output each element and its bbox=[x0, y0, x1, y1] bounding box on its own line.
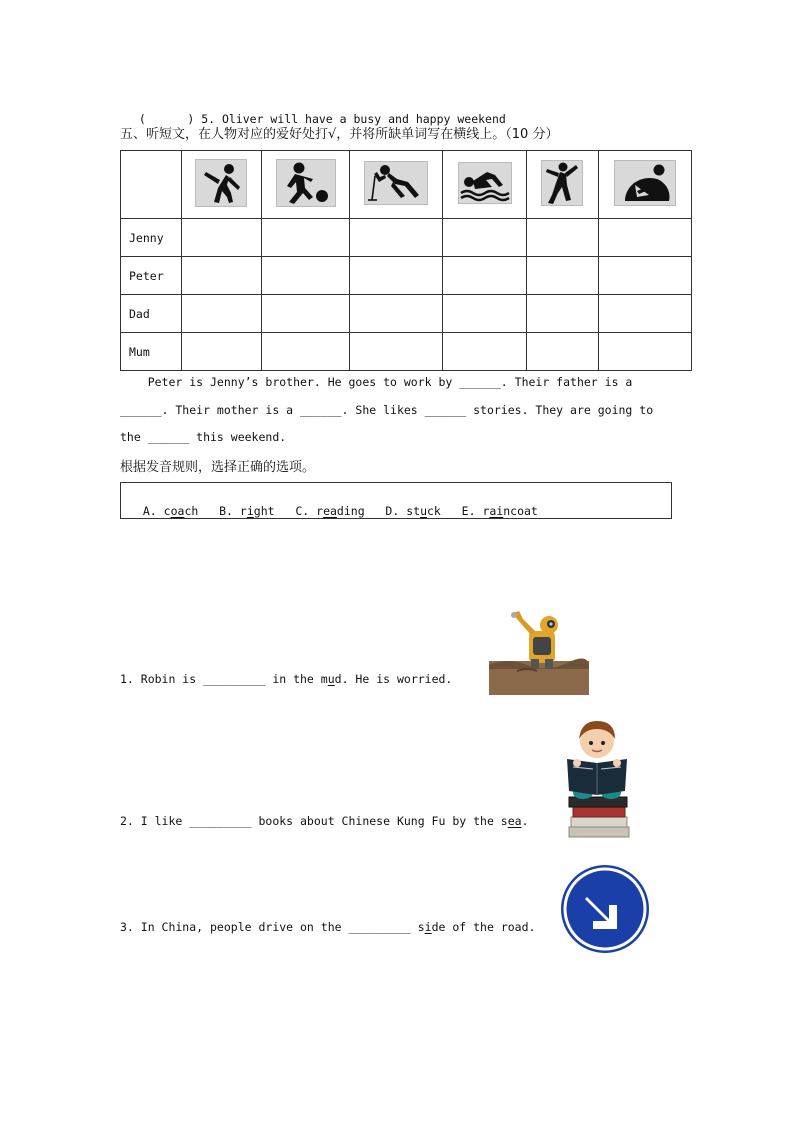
option: D. stuck bbox=[385, 504, 441, 518]
check-cell[interactable] bbox=[181, 219, 261, 257]
person-name: Peter bbox=[121, 257, 182, 295]
passage-line-1: Peter is Jenny’s brother. He goes to work by ______. Their father is a bbox=[120, 375, 633, 389]
option: E. raincoat bbox=[461, 504, 538, 518]
option: C. reading bbox=[295, 504, 365, 518]
swimming-icon bbox=[458, 162, 512, 204]
check-cell[interactable] bbox=[527, 219, 598, 257]
check-cell[interactable] bbox=[442, 295, 526, 333]
person-name: Mum bbox=[121, 333, 182, 371]
check-cell[interactable] bbox=[262, 257, 350, 295]
check-cell[interactable] bbox=[527, 295, 598, 333]
hobby-header-cell bbox=[527, 151, 598, 219]
check-cell[interactable] bbox=[350, 219, 442, 257]
check-cell[interactable] bbox=[598, 333, 691, 371]
option: A. coach bbox=[142, 504, 199, 518]
check-cell[interactable] bbox=[598, 295, 691, 333]
football-icon bbox=[276, 159, 336, 207]
hobby-header-cell bbox=[181, 151, 261, 219]
robot-mud-image bbox=[468, 590, 572, 678]
answer-paren: ( ) bbox=[138, 112, 195, 126]
hobby-header-cell bbox=[442, 151, 526, 219]
q5-text: 5. Oliver will have a busy and happy weekend bbox=[201, 112, 506, 126]
sentence-1: 1. Robin is _________ in the mud. He is worried. bbox=[120, 672, 453, 686]
keep-right-sign-icon bbox=[540, 844, 632, 936]
section-5-title: 五、听短文，在人物对应的爱好处打√，并将所缺单词写在横线上。（10 分） bbox=[120, 127, 559, 142]
table-row bbox=[121, 257, 692, 295]
hobby-header-cell bbox=[350, 151, 442, 219]
check-cell[interactable] bbox=[598, 219, 691, 257]
check-cell[interactable] bbox=[442, 333, 526, 371]
singing-icon bbox=[364, 161, 428, 205]
options-line bbox=[129, 490, 538, 518]
check-cell[interactable] bbox=[181, 333, 261, 371]
table-row bbox=[121, 295, 692, 333]
check-cell[interactable] bbox=[527, 333, 598, 371]
check-cell[interactable] bbox=[350, 333, 442, 371]
sentence-2: 2. I like _________ books about Chinese Kung Fu by the sea. bbox=[120, 814, 529, 828]
q5-line bbox=[125, 98, 506, 126]
sentence-3: 3. In China, people drive on the _________ side of the road. bbox=[120, 920, 536, 934]
check-cell[interactable] bbox=[442, 257, 526, 295]
hobby-icons-row bbox=[121, 151, 692, 219]
boy-reading-image bbox=[544, 698, 612, 826]
table-row bbox=[121, 333, 692, 371]
check-cell[interactable] bbox=[262, 219, 350, 257]
passage-line-2: ______. Their mother is a ______. She likes ______ stories. They are going to bbox=[120, 403, 654, 417]
check-cell[interactable] bbox=[262, 295, 350, 333]
check-cell[interactable] bbox=[598, 257, 691, 295]
check-cell[interactable] bbox=[527, 257, 598, 295]
table-row bbox=[121, 219, 692, 257]
check-cell[interactable] bbox=[262, 333, 350, 371]
check-cell[interactable] bbox=[181, 295, 261, 333]
hobby-table bbox=[120, 150, 692, 371]
person-name: Dad bbox=[121, 295, 182, 333]
hobby-header-cell bbox=[262, 151, 350, 219]
corner-cell bbox=[121, 151, 182, 219]
option: B. right bbox=[219, 504, 275, 518]
check-cell[interactable] bbox=[350, 295, 442, 333]
reading-icon bbox=[614, 160, 676, 206]
person-name: Jenny bbox=[121, 219, 182, 257]
dancing-icon bbox=[541, 160, 583, 206]
hobby-header-cell bbox=[598, 151, 691, 219]
phonics-title: 根据发音规则，选择正确的选项。 bbox=[120, 460, 316, 475]
check-cell[interactable] bbox=[442, 219, 526, 257]
passage-line-3: the ______ this weekend. bbox=[120, 430, 287, 444]
check-cell[interactable] bbox=[350, 257, 442, 295]
karate-icon bbox=[195, 159, 247, 207]
check-cell[interactable] bbox=[181, 257, 261, 295]
